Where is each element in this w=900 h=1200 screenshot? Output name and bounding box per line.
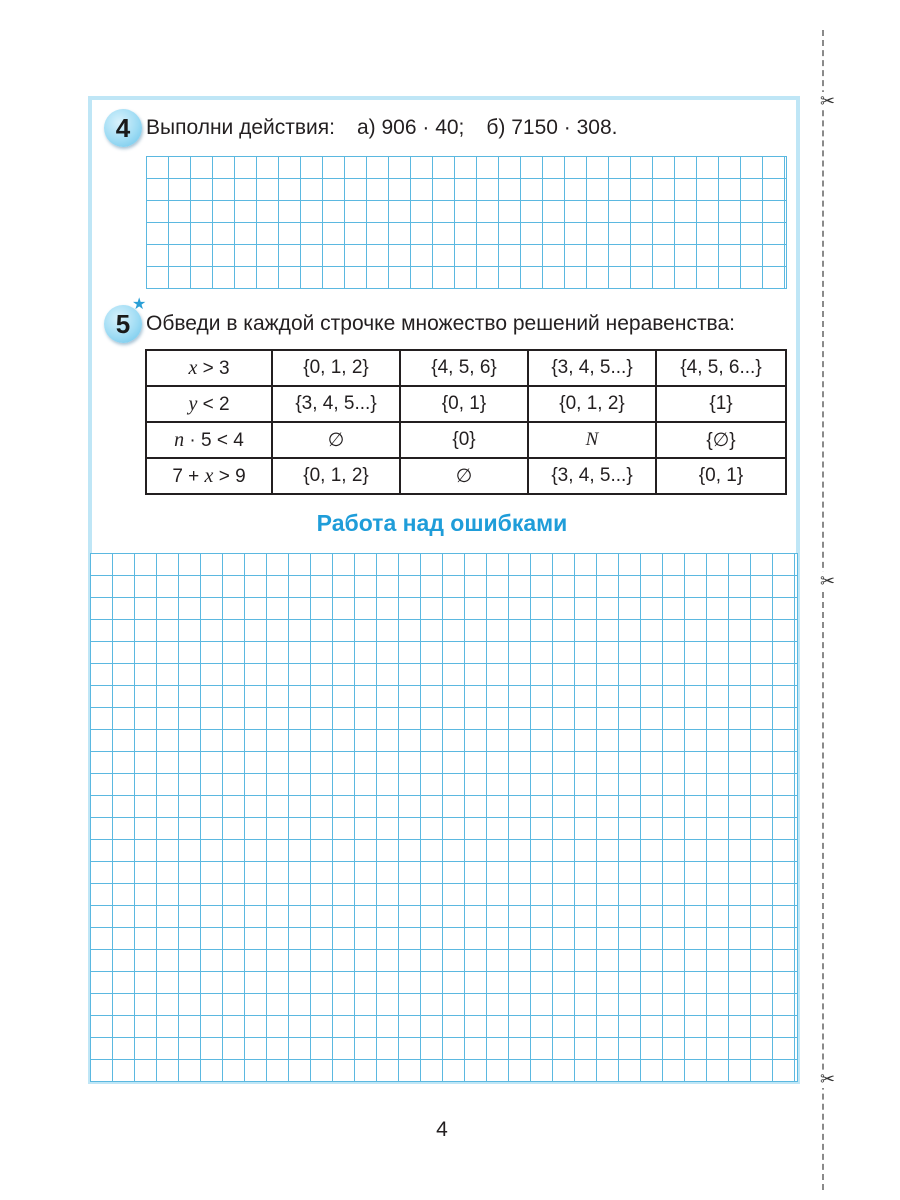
set-option[interactable]: {0, 1} [656,458,786,494]
task-4-text [146,116,618,140]
table-row [146,350,786,386]
set-option[interactable]: {4, 5, 6} [400,350,528,386]
set-option[interactable]: {∅} [656,422,786,458]
scissors-icon: ✂ [820,571,836,591]
error-work-grid[interactable] [90,553,798,1082]
section-title: Работа над ошибками [316,510,568,536]
table-row [146,422,786,458]
task-5-label: Обведи в каждой строчке множество решений неравенства: [146,312,735,335]
star-icon: ★ [132,296,147,313]
task-4-badge [104,109,142,147]
inequality-cell: n · 5 < 4 [146,422,272,458]
table-row [146,386,786,422]
scissors-icon: ✂ [820,1069,836,1089]
task-4-part-b: б) 7150 · 308. [486,116,618,139]
set-option[interactable]: {1} [656,386,786,422]
answer-grid-task-4[interactable] [146,156,787,289]
set-option[interactable]: ∅ [400,458,528,494]
set-option[interactable]: {3, 4, 5...} [528,350,656,386]
cut-line [822,30,824,1190]
solution-sets-table [145,349,787,495]
scissors-icon: ✂ [820,91,836,111]
inequality-cell: x > 3 [146,350,272,386]
table-row [146,458,786,494]
set-option[interactable]: {0, 1, 2} [272,350,400,386]
set-option[interactable]: {0, 1} [400,386,528,422]
set-option[interactable]: {0, 1, 2} [528,386,656,422]
set-option[interactable]: ∅ [272,422,400,458]
inequality-cell: y < 2 [146,386,272,422]
set-option[interactable]: {3, 4, 5...} [272,386,400,422]
set-option[interactable]: {0} [400,422,528,458]
set-option[interactable]: N [528,422,656,458]
task-4-part-a: а) 906 · 40; [356,116,465,139]
set-option[interactable]: {4, 5, 6...} [656,350,786,386]
task-5-number: 5 [115,308,131,339]
page-number: 4 [436,1118,448,1141]
task-4-number: 4 [115,112,131,143]
task-4-label: Выполни действия: [146,116,335,139]
set-option[interactable]: {3, 4, 5...} [528,458,656,494]
inequality-cell: 7 + x > 9 [146,458,272,494]
set-option[interactable]: {0, 1, 2} [272,458,400,494]
